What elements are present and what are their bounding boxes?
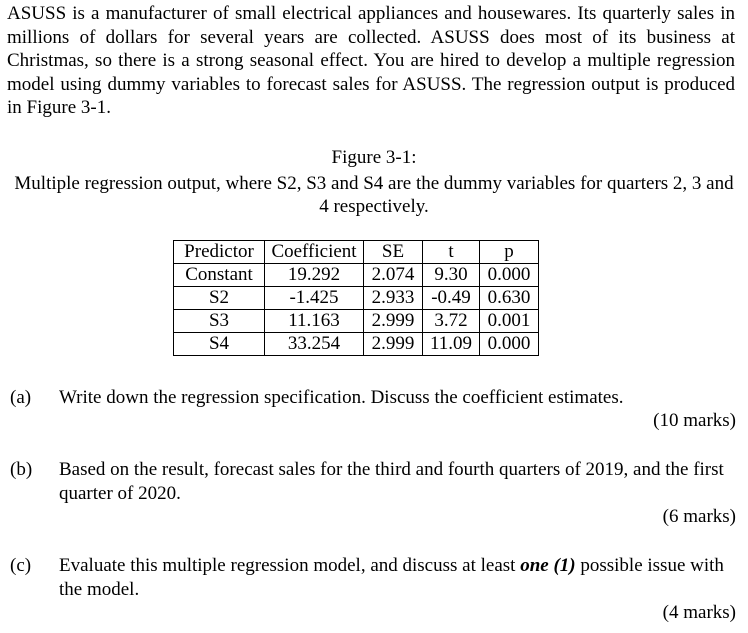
cell-predictor: S2 xyxy=(174,287,265,310)
header-p: p xyxy=(480,241,539,264)
table-row xyxy=(174,310,539,333)
table-row xyxy=(174,264,539,287)
question-c-text xyxy=(59,554,736,602)
cell-coefficient: -1.425 xyxy=(265,287,364,310)
cell-se: 2.933 xyxy=(364,287,423,310)
cell-t: -0.49 xyxy=(423,287,480,310)
question-c xyxy=(10,554,736,602)
question-c-text-after: possible issue with the model. xyxy=(59,555,724,600)
question-c-emphasis: one (1) xyxy=(520,555,576,576)
intro-paragraph: ASUSS is a manufacturer of small electrical appliances and housewares. Its quarterly sales in millions of dollars for several years are collected. ASUSS does most of its business at Christmas, so there is a strong seasonal effect. You are hired to develop a multiple regression model using dummy variables to forecast sales for ASUSS. The regression output is produced in Figure 3-1. xyxy=(7,3,735,118)
cell-predictor: S3 xyxy=(174,310,265,333)
regression-table xyxy=(173,240,539,356)
figure-title: Figure 3-1: xyxy=(331,147,417,168)
header-se: SE xyxy=(364,241,423,264)
table-header-row xyxy=(174,241,539,264)
table-row xyxy=(174,287,539,310)
cell-t: 3.72 xyxy=(423,310,480,333)
cell-p: 0.000 xyxy=(480,264,539,287)
cell-t: 9.30 xyxy=(423,264,480,287)
question-b-text: Based on the result, forecast sales for the third and fourth quarters of 2019, and the first quarter of 2020. xyxy=(59,459,724,504)
cell-p: 0.000 xyxy=(480,333,539,356)
question-b xyxy=(10,458,736,506)
cell-p: 0.630 xyxy=(480,287,539,310)
table-row xyxy=(174,333,539,356)
question-c-marks: (4 marks) xyxy=(662,602,736,623)
header-t: t xyxy=(423,241,480,264)
cell-se: 2.074 xyxy=(364,264,423,287)
question-a xyxy=(10,386,736,410)
cell-coefficient: 19.292 xyxy=(265,264,364,287)
question-c-text-before: Evaluate this multiple regression model, and discuss at least xyxy=(59,555,521,576)
question-a-marks: (10 marks) xyxy=(653,410,736,431)
cell-coefficient: 33.254 xyxy=(265,333,364,356)
question-b-marks: (6 marks) xyxy=(662,506,736,527)
question-a-text: Write down the regression specification. Discuss the coefficient estimates. xyxy=(59,387,624,408)
question-b-label: (b) xyxy=(10,459,33,480)
figure-description: Multiple regression output, where S2, S3 and S4 are the dummy variables for quarters 2, 3 and 4 respectively. xyxy=(14,173,734,217)
cell-predictor: S4 xyxy=(174,333,265,356)
cell-se: 2.999 xyxy=(364,333,423,356)
header-predictor: Predictor xyxy=(174,241,265,264)
cell-predictor: Constant xyxy=(174,264,265,287)
cell-t: 11.09 xyxy=(423,333,480,356)
question-c-label: (c) xyxy=(10,555,32,576)
cell-coefficient: 11.163 xyxy=(265,310,364,333)
question-a-label: (a) xyxy=(10,387,32,408)
cell-se: 2.999 xyxy=(364,310,423,333)
cell-p: 0.001 xyxy=(480,310,539,333)
header-coefficient: Coefficient xyxy=(265,241,364,264)
